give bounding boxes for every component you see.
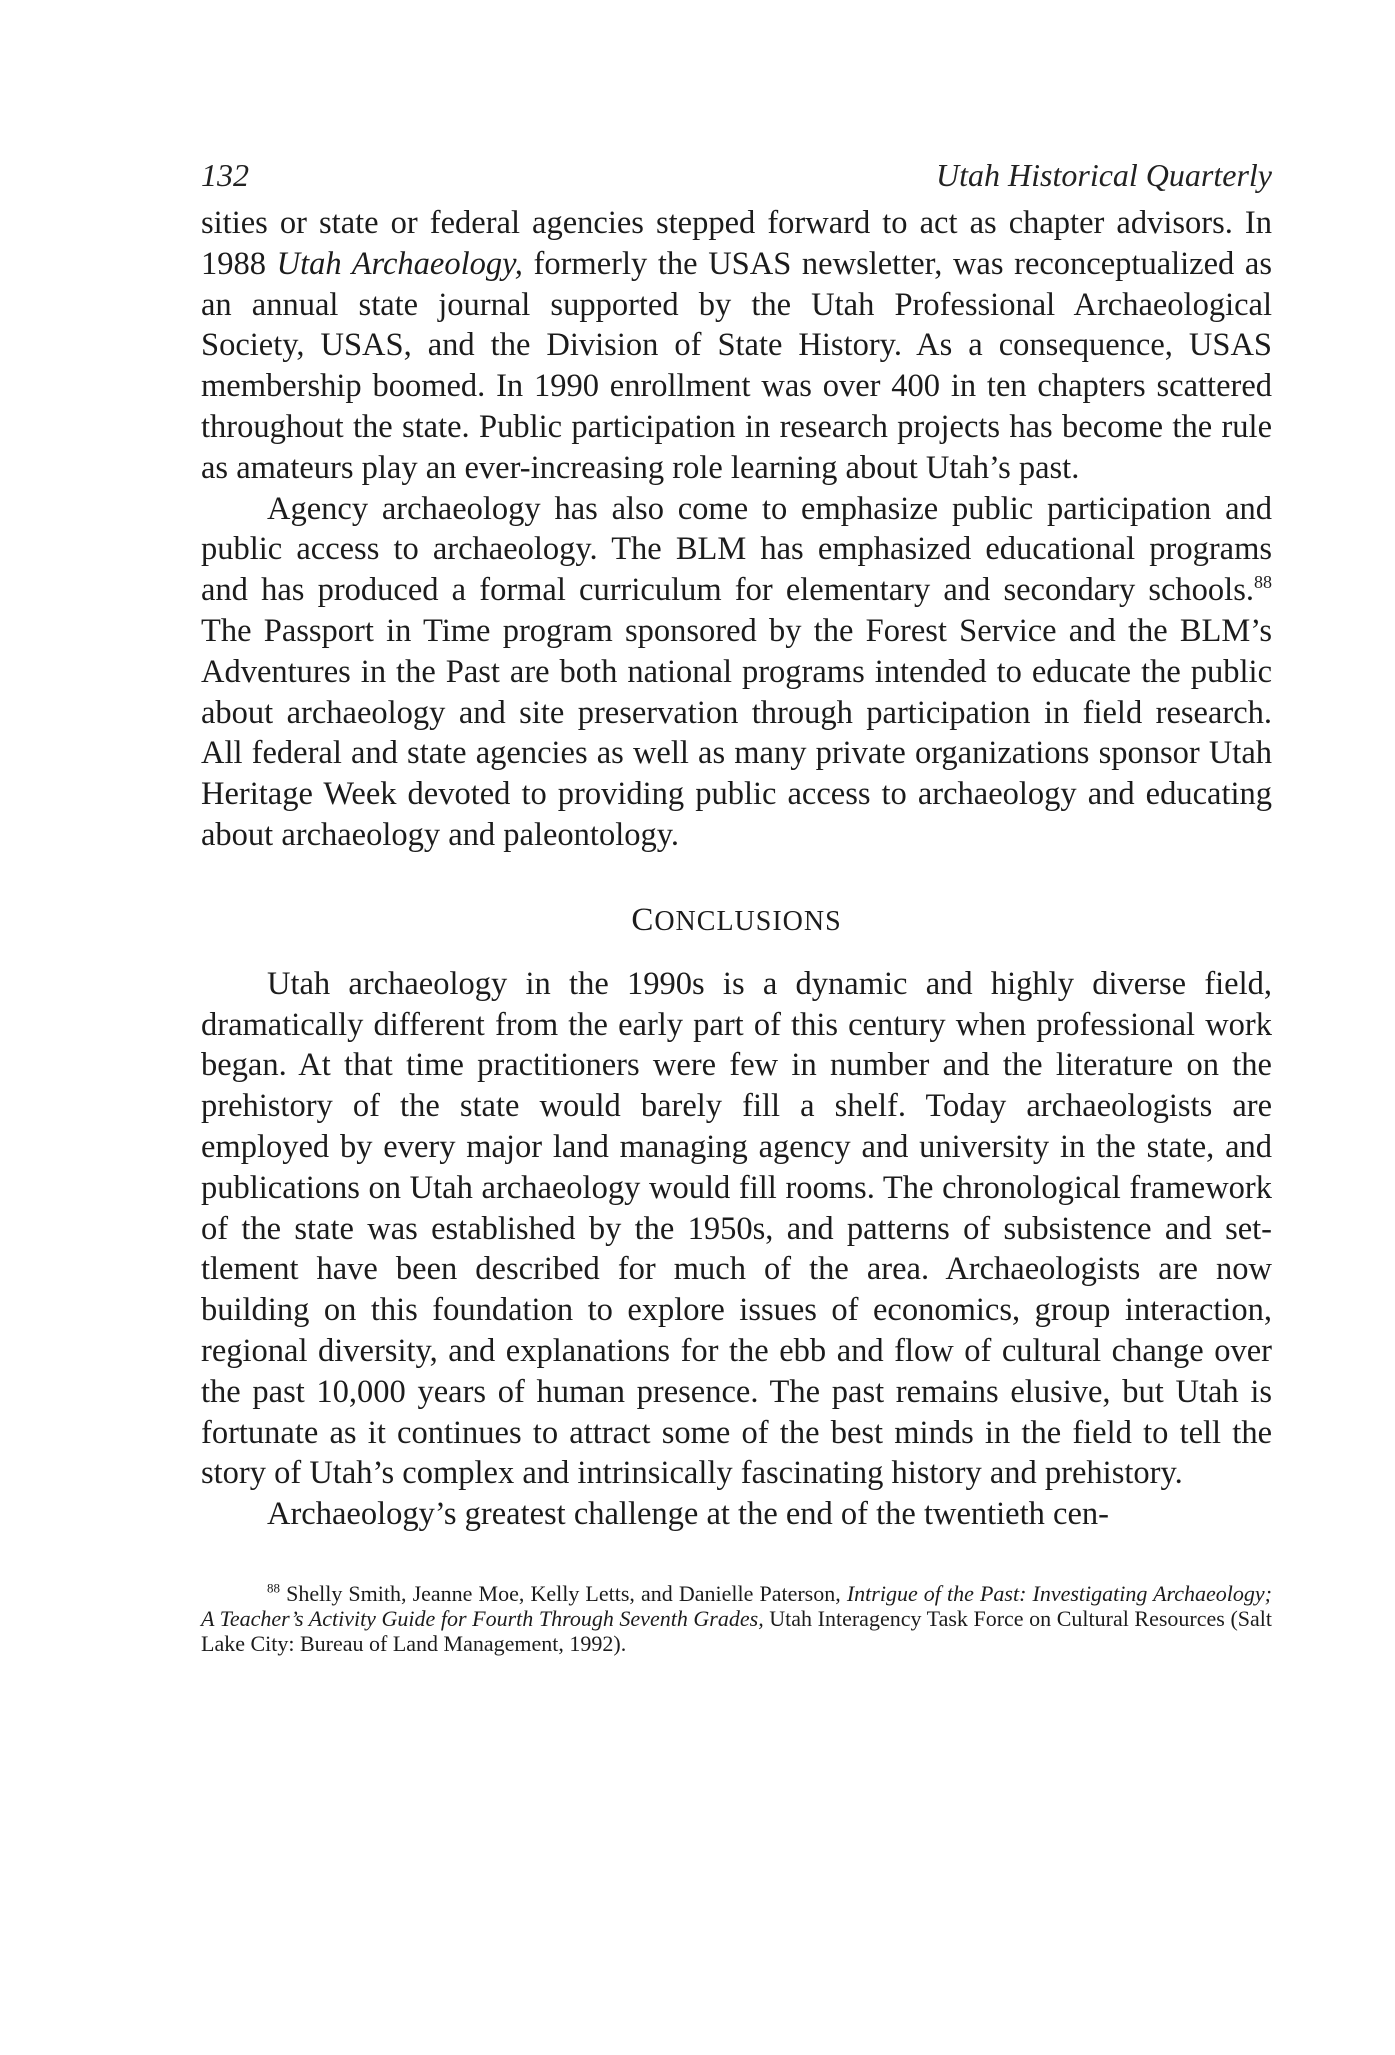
paragraph-text: formerly the USAS newsletter, was reconceptualized as an annual state journal supported by the Utah Professional Archaeological Society, USAS, and the Division of State History. As a consequence, USAS membership boomed. In 1990 enrollment was over 400 in ten chapters scattered throughout the state. Public participation in research projects has become the rule as amateurs play an ever-increasing role learning about Utah’s past. <box>201 245 1272 486</box>
footnote-book-title: Intrigue of the Past: Investigating Archaeology; A Teacher’s Activity Guide for Fourth Through Seventh Grades, <box>201 1580 1272 1631</box>
section-heading-conclusions <box>201 902 1272 940</box>
running-head <box>201 155 1272 203</box>
paragraph-text: sities or state or federal agencies stepped forward to act as chapter advisors. In 1988 <box>201 205 1272 282</box>
paragraph-challenge: Archaeology’s greatest challenge at the end of the twentieth cen- <box>267 1496 1109 1533</box>
book-page <box>201 155 1272 1656</box>
paragraph-continued <box>201 203 1272 489</box>
footnote-reference: 88 <box>1254 572 1272 593</box>
paragraph-agency-archaeology <box>201 489 1272 856</box>
paragraph-text: The Passport in Time program sponsored by the Forest Service and the BLM’s Adventures in the Past are both national programs intended to educate the public about archaeology and site preservation through participation in field research. All federal and state agencies as well as many private organizations sponsor Utah Heritage Week devoted to providing public access to archaeology and educating about archaeology and paleontology. <box>201 612 1272 853</box>
main-text <box>201 203 1272 1535</box>
footnote-text: Shelly Smith, Jeanne Moe, Kelly Letts, and Danielle Paterson, <box>280 1580 847 1606</box>
heading-initial: C <box>631 901 655 938</box>
heading-rest: ONCLUSIONS <box>654 905 842 937</box>
paragraph-text: Agency archaeology has also come to emphasize public participation and public access to archaeology. The BLM has emphasized educational programs and has produced a formal curriculum for elementary and secondary schools. <box>201 490 1272 609</box>
footnote <box>201 1581 1272 1656</box>
journal-title: Utah Historical Quarterly <box>936 157 1272 193</box>
footnote-text: Utah Interagency Task Force on Cultural Resources (Salt Lake City: Bureau of Land Management, 1992). <box>201 1605 1272 1656</box>
paragraph-conclusions: Utah archaeology in the 1990s is a dynamic and highly diverse field, dramatically different from the early part of this century when professional work began. At that time practitioners were few in number and the literature on the prehistory of the state would barely fill a shelf. Today archaeologists are employed by every major land managing agency and university in the state, and publications on Utah archaeology would fill rooms. The chronological framework of the state was established by the 1950s, and patterns of subsistence and settlement have been described for much of the area. Archaeologists are now building on this foundation to explore issues of economics, group interaction, regional diversity, and explanations for the ebb and flow of cultural change over the past 10,000 years of human presence. The past remains elusive, but Utah is fortunate as it continues to attract some of the best minds in the field to tell the story of Utah’s complex and intrinsically fascinating history and prehistory. <box>201 965 1272 1492</box>
page-number: 132 <box>201 157 249 193</box>
journal-name-italic: Utah Archaeology, <box>276 245 523 282</box>
footnote-number: 88 <box>267 1580 280 1596</box>
